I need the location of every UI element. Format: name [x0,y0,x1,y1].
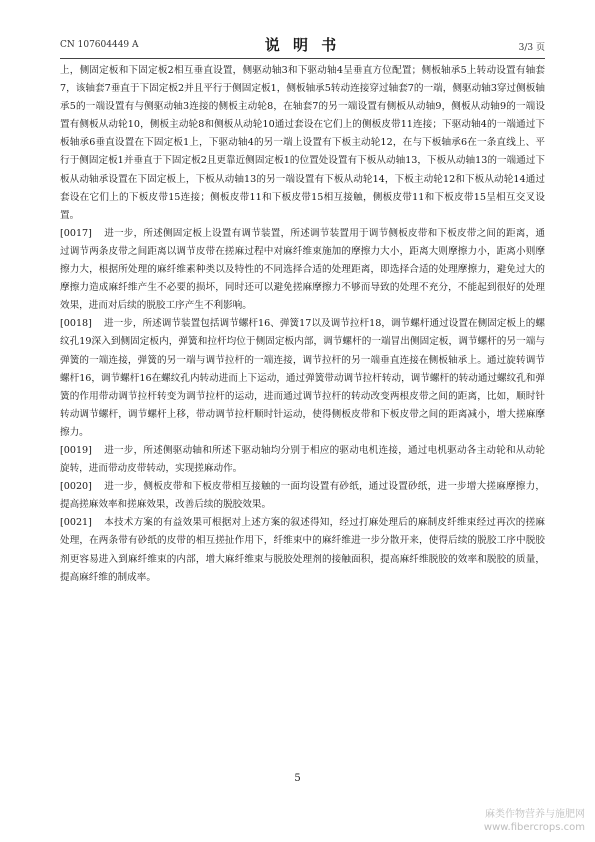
page-count: 3/3 页 [518,43,545,53]
paragraph [60,315,545,442]
page-number: 5 [294,773,301,784]
page-header [60,34,545,56]
paragraph-number: [0017] [60,227,92,239]
watermark-url: www.fibercrops.com [483,822,585,833]
paragraph [60,478,545,514]
header-divider [60,58,545,59]
watermark [484,808,585,834]
paragraph-text: 本技术方案的有益效果可根据对上述方案的叙述得知，经过打麻处理后的麻制皮纤维束经过再次的搓麻处理，在两条带有砂纸的皮带的相互搓扯作用下，纤维束中的麻纤维进一步分散开来，使得后续的脱胶工序中脱胶剂更容易进入到麻纤维束的内部，增大麻纤维束与脱胶处理剂的接触面积，提高麻纤维脱胶的效率和脱胶的质量，提高麻纤维的制成率。 [60,517,545,583]
paragraph [60,62,545,225]
document-title: 说 明 书 [264,36,341,54]
document-number: CN 107604449 A [60,40,139,50]
paragraph-number: [0020] [60,481,92,493]
paragraph-number: [0018] [60,318,92,330]
paragraph-number: [0019] [60,444,92,456]
paragraph [60,514,545,586]
paragraph [60,442,545,478]
watermark-site-name: 麻类作物营养与施肥网 [485,809,585,820]
paragraph [60,225,545,315]
document-body [60,62,545,587]
paragraph-text: 上，侧固定板和下固定板2相互垂直设置，侧驱动轴3和下驱动轴4呈垂直方位配置；侧板轴承5上转动设置有轴套7，该轴套7垂直于下固定板2并且平行于侧固定板1，侧板轴承5转动连接穿过轴套7的一端，侧驱动轴3穿过侧板轴承5的一端设置有与侧驱动轴3连接的侧板主动轮8，在轴套7的另一端设置有侧板从动轴9，侧板从动轴9的一端设置有侧板从动轮10，侧板主动轮8和侧板从动轮10通过套设在它们上的侧板皮带11连接；下驱动轴4的一端通过下板轴承6垂直设置在下固定板1上，下驱动轴4的另一端上设置有下板主动轮12，在与下板轴承6在一条直线上、平行于侧固定板1并垂直于下固定板2且更靠近侧固定板1的位置处设置有下板从动轴13，下板从动轴13的一端通过下板从动轴承设置在下固定板上，下板从动轴13的另一端设置有下板从动轮14，下板主动轮12和下板从动轮14通过套设在它们上的下板皮带15连接；侧板皮带11和下板皮带15相互接触，侧板皮带11和下板皮带15呈相互交叉设置。 [60,65,545,221]
paragraph-text: 进一步，侧板皮带和下板皮带相互接触的一面均设置有砂纸，通过设置砂纸，进一步增大搓麻摩擦力，提高搓麻效率和搓麻效果，改善后续的脱胶效果。 [60,481,545,511]
paragraph-text: 进一步，所述调节装置包括调节螺杆16、弹簧17以及调节拉杆18，调节螺杆通过设置在侧固定板上的螺纹孔19深入到侧固定板内，弹簧和拉杆均位于侧固定板内部，调节螺杆的一端冒出侧固定板，调节螺杆的另一端与弹簧的一端连接，弹簧的另一端与调节拉杆的一端连接，调节拉杆的另一端垂直连接在侧板轴承上。通过旋转调节螺杆16，调节螺杆16在螺纹孔内转动进而上下运动，通过弹簧带动调节拉杆转动，调节螺杆的转动通过螺纹孔和弹簧的作用带动调节拉杆转变为调节拉杆的运动，进而通过调节拉杆的转动改变两根皮带之间的距离，比如，顺时针转动调节螺杆，调节螺杆上移，带动调节拉杆顺时针运动，使得侧板皮带和下板皮带之间的距离减小，增大搓麻摩擦力。 [60,318,545,438]
paragraph-text: 进一步，所述侧驱动轴和所述下驱动轴均分别于相应的驱动电机连接，通过电机驱动各主动轮和从动轮旋转，进而带动皮带转动，实现搓麻动作。 [60,444,545,475]
paragraph-text: 进一步，所述侧固定板上设置有调节装置，所述调节装置用于调节侧板皮带和下板皮带之间的距离，通过调节两条皮带之间距离以调节皮带在搓麻过程中对麻纤维束施加的摩擦力大小，距离大则摩擦力小，距离小则摩擦力大，根据所处理的麻纤维素种类以及特性的不同选择合适的处理距离，即选择合适的处理摩擦力，避免过大的摩擦力造成麻纤维产生不必要的损坏，同时还可以避免搓麻摩擦力不够而导致的处理不充分，不能起到很好的处理效果，进而对后续的脱胶工序产生不利影响。 [60,227,545,312]
paragraph-number: [0021] [60,517,92,529]
